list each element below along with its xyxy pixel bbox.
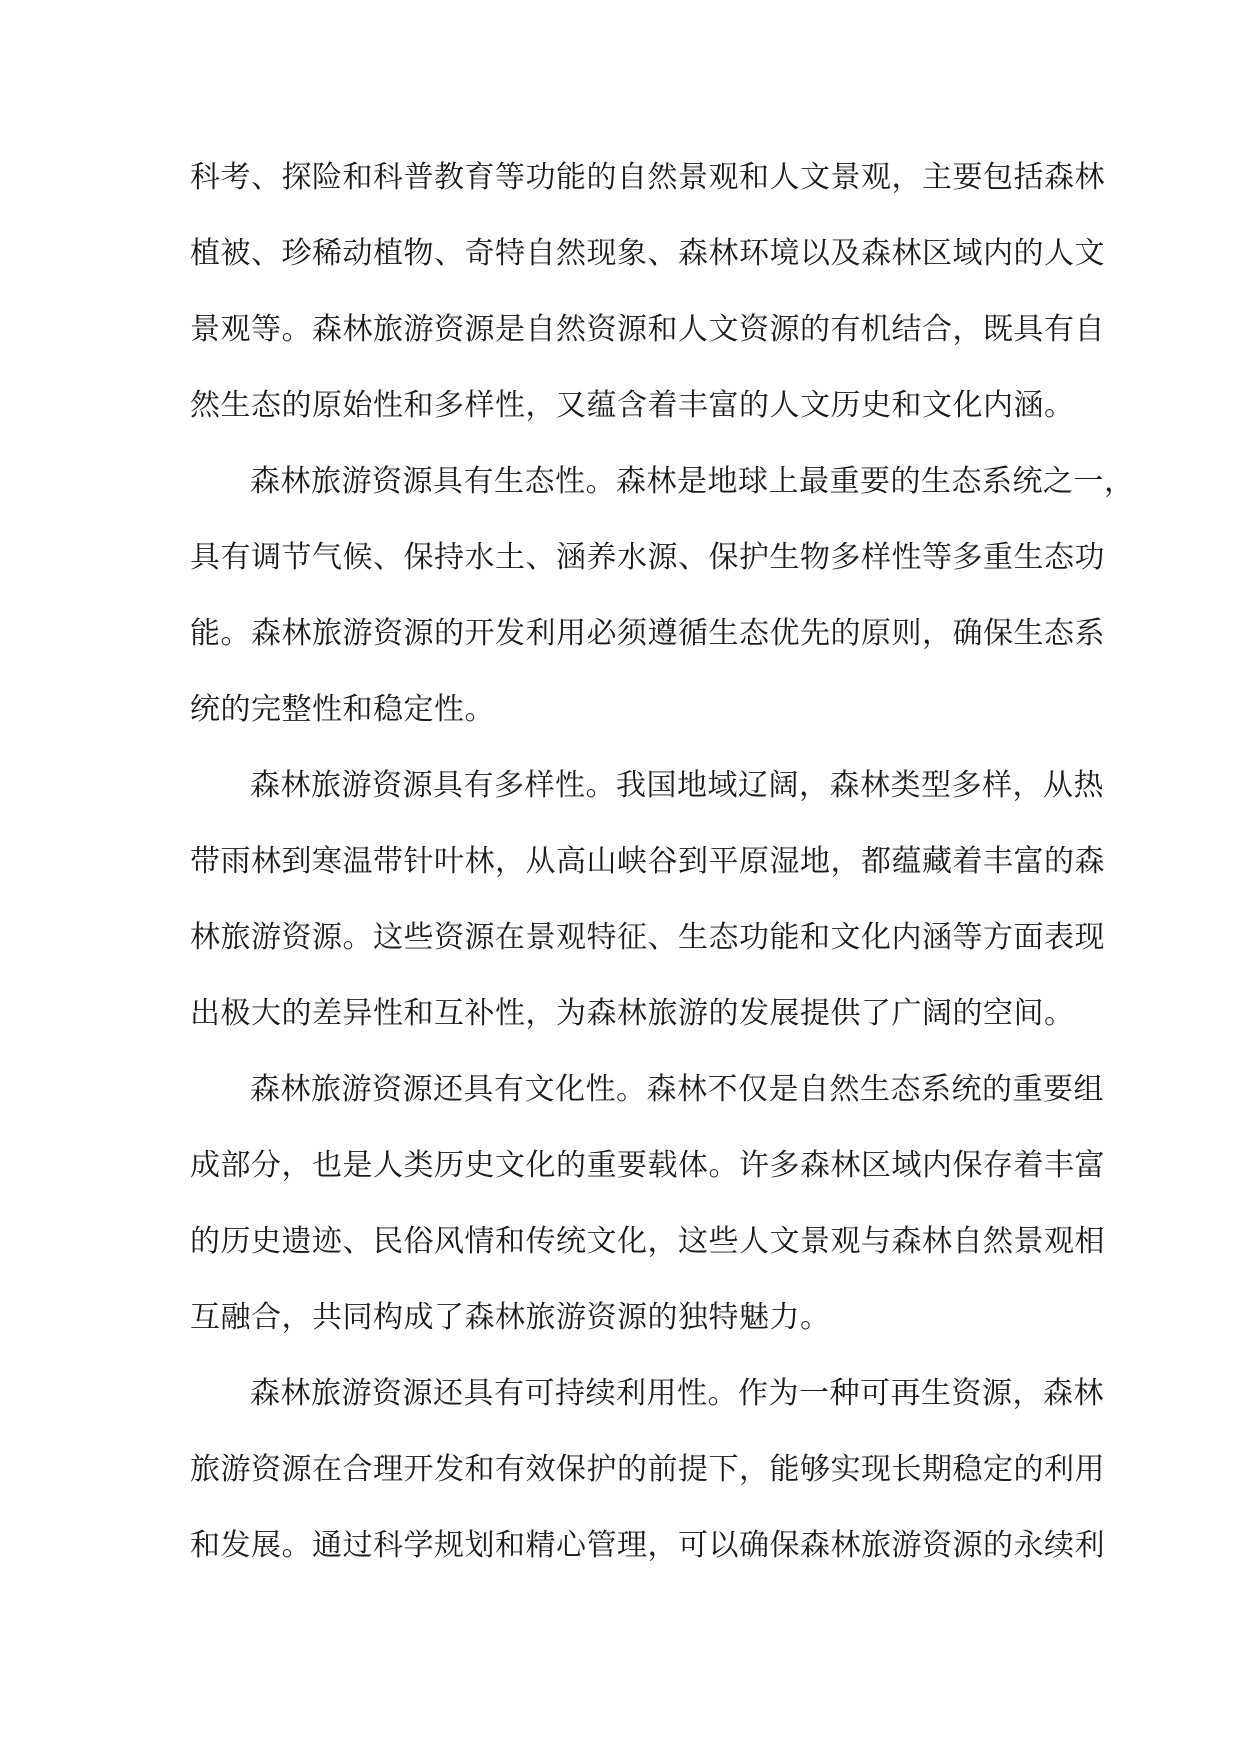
text-line: 植被、珍稀动植物、奇特自然现象、森林环境以及森林区域内的人文 — [190, 236, 1105, 271]
text-line: 林旅游资源。这些资源在景观特征、生态功能和文化内涵等方面表现 — [190, 920, 1105, 955]
text-line: 能。森林旅游资源的开发利用必须遵循生态优先的原则，确保生态系 — [190, 616, 1105, 651]
text-line: 具有调节气候、保持水土、涵养水源、保护生物多样性等多重生态功 — [190, 540, 1105, 575]
paragraph-first-line: 森林旅游资源还具有可持续利用性。作为一种可再生资源，森林 — [250, 1376, 1104, 1411]
text-line: 成部分，也是人类历史文化的重要载体。许多森林区域内保存着丰富 — [190, 1148, 1105, 1183]
text-line: 带雨林到寒温带针叶林，从高山峡谷到平原湿地，都蕴藏着丰富的森 — [190, 844, 1105, 879]
text-line: 互融合，共同构成了森林旅游资源的独特魅力。 — [190, 1300, 831, 1335]
paragraph-first-line: 森林旅游资源具有多样性。我国地域辽阔，森林类型多样，从热 — [250, 768, 1104, 803]
text-line: 然生态的原始性和多样性，又蕴含着丰富的人文历史和文化内涵。 — [190, 388, 1075, 423]
text-line: 和发展。通过科学规划和精心管理，可以确保森林旅游资源的永续利 — [190, 1528, 1105, 1563]
text-line: 科考、探险和科普教育等功能的自然景观和人文景观，主要包括森林 — [190, 160, 1105, 195]
document-body — [190, 140, 1135, 1584]
text-line: 统的完整性和稳定性。 — [190, 692, 495, 727]
paragraph-first-line: 森林旅游资源具有生态性。森林是地球上最重要的生态系统之一， — [250, 464, 1135, 499]
paragraph-first-line: 森林旅游资源还具有文化性。森林不仅是自然生态系统的重要组 — [250, 1072, 1104, 1107]
text-line: 景观等。森林旅游资源是自然资源和人文资源的有机结合，既具有自 — [190, 312, 1105, 347]
text-line: 旅游资源在合理开发和有效保护的前提下，能够实现长期稳定的利用 — [190, 1452, 1105, 1487]
text-line: 出极大的差异性和互补性，为森林旅游的发展提供了广阔的空间。 — [190, 996, 1075, 1031]
text-line: 的历史遗迹、民俗风情和传统文化，这些人文景观与森林自然景观相 — [190, 1224, 1105, 1259]
